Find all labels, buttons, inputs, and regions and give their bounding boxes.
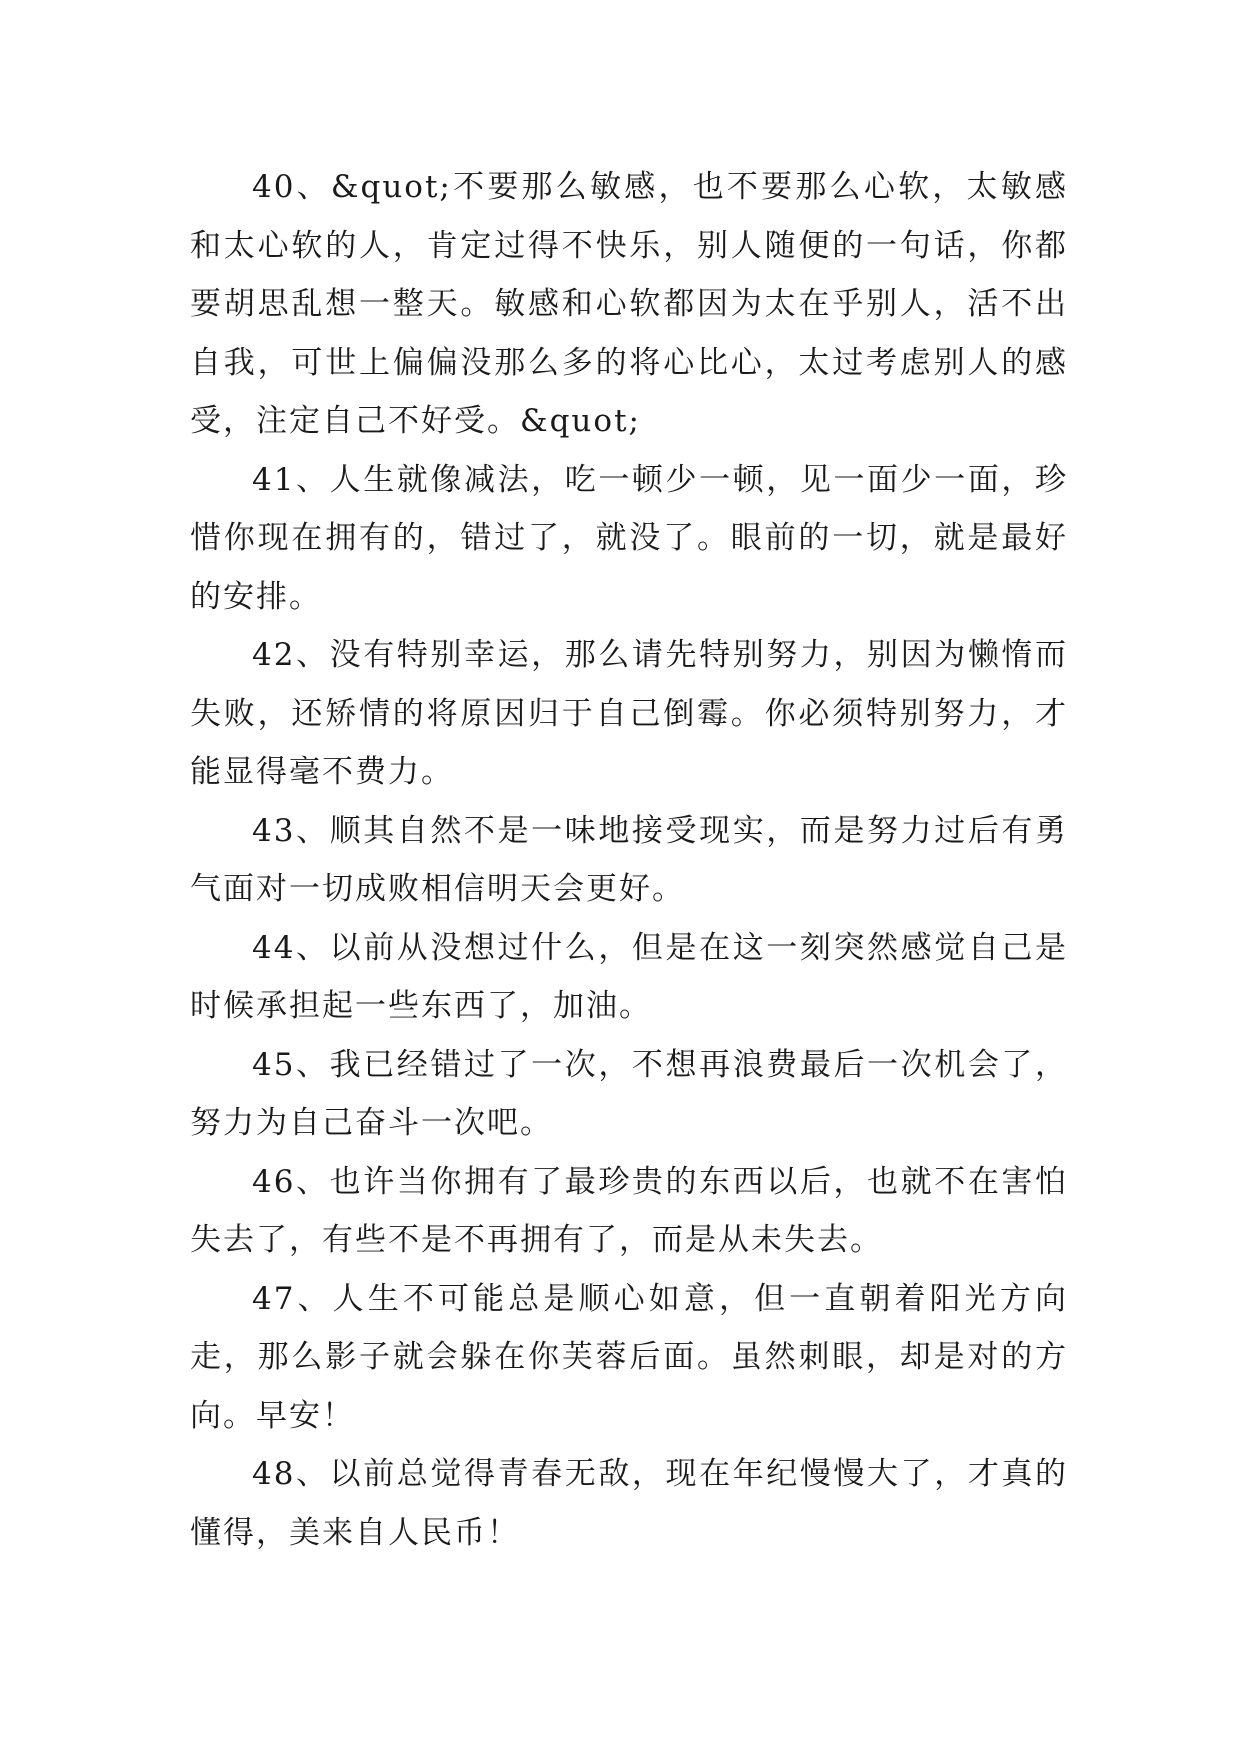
paragraph-42: 42、没有特别幸运，那么请先特别努力，别因为懒惰而失败，还矫情的将原因归于自己倒霉。你必须特别努力，才能显得毫不费力。 <box>190 637 1068 790</box>
paragraph-45: 45、我已经错过了一次，不想再浪费最后一次机会了，努力为自己奋斗一次吧。 <box>190 1046 1068 1141</box>
paragraph-46: 46、也许当你拥有了最珍贵的东西以后，也就不在害怕失去了，有些不是不再拥有了，而是从未失去。 <box>190 1163 1068 1258</box>
paragraph-40: 40、&quot;不要那么敏感，也不要那么心软，太敏感和太心软的人，肯定过得不快乐，别人随便的一句话，你都要胡思乱想一整天。敏感和心软都因为太在乎别人，活不出自我，可世上偏偏没那么多的将心比心，太过考虑别人的感受，注定自己不好受。&quot; <box>190 169 1068 439</box>
paragraph-43: 43、顺其自然不是一味地接受现实，而是努力过后有勇气面对一切成败相信明天会更好。 <box>190 812 1068 907</box>
paragraph-41: 41、人生就像减法，吃一顿少一顿，见一面少一面，珍惜你现在拥有的，错过了，就没了。眼前的一切，就是最好的安排。 <box>190 461 1068 615</box>
paragraph-44: 44、以前从没想过什么，但是在这一刻突然感觉自己是时候承担起一些东西了，加油。 <box>190 929 1068 1024</box>
paragraph-48: 48、以前总觉得青春无敌，现在年纪慢慢大了，才真的懂得，美来自人民币！ <box>190 1456 1068 1551</box>
paragraph-47: 47、人生不可能总是顺心如意，但一直朝着阳光方向走，那么影子就会躲在你芙蓉后面。虽然刺眼，却是对的方向。早安！ <box>190 1280 1068 1434</box>
document-body <box>190 158 1068 1562</box>
